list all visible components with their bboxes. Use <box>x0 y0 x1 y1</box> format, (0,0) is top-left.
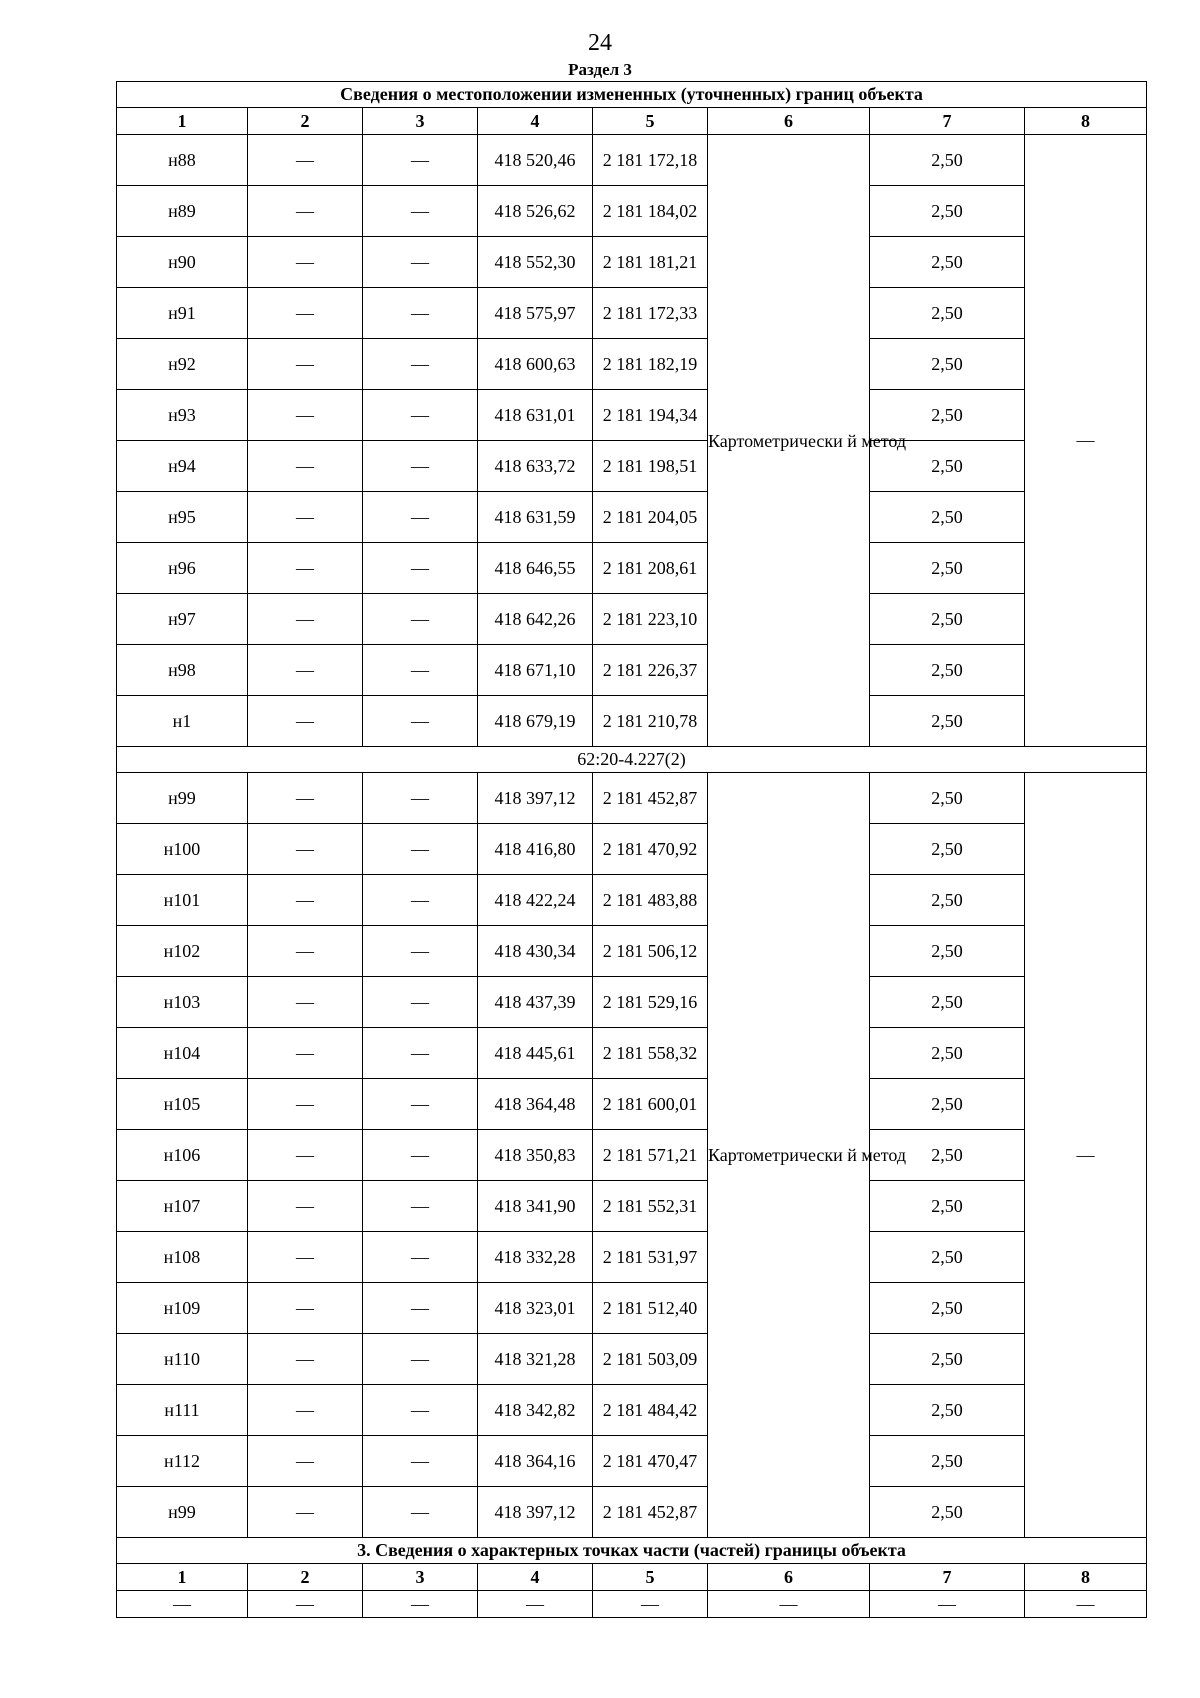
method-cell: Картометрически й метод <box>708 773 870 1538</box>
y-coordinate: 2 181 600,01 <box>593 1079 708 1130</box>
dash-cell: — <box>248 1436 363 1487</box>
y-coordinate: 2 181 223,10 <box>593 594 708 645</box>
dash-cell: — <box>248 441 363 492</box>
dash-cell: — <box>1025 773 1147 1538</box>
dash-cell: — <box>363 135 478 186</box>
point-name: н101 <box>117 875 248 926</box>
column-number: 7 <box>870 108 1025 135</box>
dash-cell: — <box>248 1079 363 1130</box>
dash-cell: — <box>363 390 478 441</box>
table-row <box>117 977 1147 1028</box>
column-number: 6 <box>708 108 870 135</box>
accuracy-value: 2,50 <box>870 1079 1025 1130</box>
y-coordinate: 2 181 172,33 <box>593 288 708 339</box>
dash-cell: — <box>363 339 478 390</box>
y-coordinate: 2 181 512,40 <box>593 1283 708 1334</box>
column-number: 4 <box>478 108 593 135</box>
page-number: 24 <box>588 30 612 56</box>
dash-cell: — <box>363 237 478 288</box>
dash-cell: — <box>248 1181 363 1232</box>
dash-cell: — <box>248 645 363 696</box>
x-coordinate: 418 364,48 <box>478 1079 593 1130</box>
point-name: н1 <box>117 696 248 747</box>
subparcel-row <box>117 747 1147 773</box>
x-coordinate: 418 437,39 <box>478 977 593 1028</box>
table-row <box>117 1028 1147 1079</box>
accuracy-value: 2,50 <box>870 977 1025 1028</box>
table-row <box>117 824 1147 875</box>
dash-cell: — <box>363 1079 478 1130</box>
table-row <box>117 645 1147 696</box>
accuracy-value: 2,50 <box>870 1130 1025 1181</box>
accuracy-value: 2,50 <box>870 824 1025 875</box>
accuracy-value: 2,50 <box>870 1028 1025 1079</box>
table-row <box>117 1181 1147 1232</box>
table-row <box>117 773 1147 824</box>
table-title-row <box>117 82 1147 108</box>
table-row <box>117 288 1147 339</box>
table-row <box>117 1232 1147 1283</box>
accuracy-value: 2,50 <box>870 135 1025 186</box>
table-row <box>117 875 1147 926</box>
accuracy-value: 2,50 <box>870 594 1025 645</box>
accuracy-value: 2,50 <box>870 926 1025 977</box>
column-number: 1 <box>117 108 248 135</box>
dash-cell: — <box>248 1385 363 1436</box>
dash-cell: — <box>708 1591 870 1618</box>
table-row <box>117 1283 1147 1334</box>
y-coordinate: 2 181 531,97 <box>593 1232 708 1283</box>
x-coordinate: 418 323,01 <box>478 1283 593 1334</box>
table-row <box>117 492 1147 543</box>
point-name: н97 <box>117 594 248 645</box>
x-coordinate: 418 633,72 <box>478 441 593 492</box>
y-coordinate: 2 181 452,87 <box>593 1487 708 1538</box>
point-name: н91 <box>117 288 248 339</box>
dash-cell: — <box>363 543 478 594</box>
dash-cell: — <box>248 543 363 594</box>
dash-cell: — <box>870 1591 1025 1618</box>
y-coordinate: 2 181 483,88 <box>593 875 708 926</box>
y-coordinate: 2 181 484,42 <box>593 1385 708 1436</box>
boundary-table <box>116 81 1147 1618</box>
table-row <box>117 186 1147 237</box>
point-name: н89 <box>117 186 248 237</box>
y-coordinate: 2 181 182,19 <box>593 339 708 390</box>
y-coordinate: 2 181 552,31 <box>593 1181 708 1232</box>
accuracy-value: 2,50 <box>870 186 1025 237</box>
dash-cell: — <box>363 1028 478 1079</box>
y-coordinate: 2 181 470,92 <box>593 824 708 875</box>
dash-cell: — <box>363 441 478 492</box>
column-number: 5 <box>593 1564 708 1591</box>
section-label: Раздел 3 <box>568 60 632 79</box>
dash-cell: — <box>248 1487 363 1538</box>
x-coordinate: 418 321,28 <box>478 1334 593 1385</box>
dash-cell: — <box>363 1130 478 1181</box>
dash-cell: — <box>363 926 478 977</box>
accuracy-value: 2,50 <box>870 288 1025 339</box>
dash-cell: — <box>248 492 363 543</box>
column-number: 8 <box>1025 108 1147 135</box>
y-coordinate: 2 181 452,87 <box>593 773 708 824</box>
x-coordinate: 418 526,62 <box>478 186 593 237</box>
table-row <box>117 696 1147 747</box>
table-row <box>117 1385 1147 1436</box>
dash-cell: — <box>248 237 363 288</box>
y-coordinate: 2 181 226,37 <box>593 645 708 696</box>
x-coordinate: 418 600,63 <box>478 339 593 390</box>
dash-cell: — <box>363 1334 478 1385</box>
accuracy-value: 2,50 <box>870 543 1025 594</box>
y-coordinate: 2 181 470,47 <box>593 1436 708 1487</box>
y-coordinate: 2 181 529,16 <box>593 977 708 1028</box>
x-coordinate: 418 342,82 <box>478 1385 593 1436</box>
column-number: 3 <box>363 1564 478 1591</box>
accuracy-value: 2,50 <box>870 1232 1025 1283</box>
table-row <box>117 1079 1147 1130</box>
y-coordinate: 2 181 184,02 <box>593 186 708 237</box>
accuracy-value: 2,50 <box>870 1334 1025 1385</box>
accuracy-value: 2,50 <box>870 1283 1025 1334</box>
dash-cell: — <box>248 594 363 645</box>
dash-cell: — <box>363 875 478 926</box>
x-coordinate: 418 350,83 <box>478 1130 593 1181</box>
table-row <box>117 339 1147 390</box>
subparcel-label: 62:20-4.227(2) <box>117 747 1147 773</box>
dash-cell: — <box>248 1334 363 1385</box>
dash-cell: — <box>363 1283 478 1334</box>
point-name: н112 <box>117 1436 248 1487</box>
dash-cell: — <box>248 339 363 390</box>
dash-cell: — <box>248 1232 363 1283</box>
table-title: Сведения о местоположении измененных (уточненных) границ объекта <box>117 82 1147 108</box>
x-coordinate: 418 332,28 <box>478 1232 593 1283</box>
y-coordinate: 2 181 558,32 <box>593 1028 708 1079</box>
x-coordinate: 418 397,12 <box>478 1487 593 1538</box>
part-title-row <box>117 1538 1147 1564</box>
table-row <box>117 926 1147 977</box>
x-coordinate: 418 671,10 <box>478 645 593 696</box>
point-name: н100 <box>117 824 248 875</box>
point-name: н99 <box>117 773 248 824</box>
table-row <box>117 135 1147 186</box>
point-name: н94 <box>117 441 248 492</box>
point-name: н110 <box>117 1334 248 1385</box>
x-coordinate: 418 397,12 <box>478 773 593 824</box>
x-coordinate: 418 416,80 <box>478 824 593 875</box>
table-row <box>117 390 1147 441</box>
part-empty-row <box>117 1591 1147 1618</box>
dash-cell: — <box>363 186 478 237</box>
accuracy-value: 2,50 <box>870 875 1025 926</box>
point-name: н99 <box>117 1487 248 1538</box>
table-row <box>117 543 1147 594</box>
x-coordinate: 418 642,26 <box>478 594 593 645</box>
x-coordinate: 418 575,97 <box>478 288 593 339</box>
dash-cell: — <box>363 1591 478 1618</box>
accuracy-value: 2,50 <box>870 441 1025 492</box>
dash-cell: — <box>363 1436 478 1487</box>
point-name: н109 <box>117 1283 248 1334</box>
accuracy-value: 2,50 <box>870 1436 1025 1487</box>
dash-cell: — <box>478 1591 593 1618</box>
accuracy-value: 2,50 <box>870 645 1025 696</box>
y-coordinate: 2 181 506,12 <box>593 926 708 977</box>
dash-cell: — <box>363 492 478 543</box>
dash-cell: — <box>363 1487 478 1538</box>
y-coordinate: 2 181 571,21 <box>593 1130 708 1181</box>
x-coordinate: 418 341,90 <box>478 1181 593 1232</box>
dash-cell: — <box>363 773 478 824</box>
y-coordinate: 2 181 181,21 <box>593 237 708 288</box>
accuracy-value: 2,50 <box>870 1487 1025 1538</box>
part-title: 3. Сведения о характерных точках части (частей) границы объекта <box>117 1538 1147 1564</box>
x-coordinate: 418 430,34 <box>478 926 593 977</box>
accuracy-value: 2,50 <box>870 237 1025 288</box>
column-number: 5 <box>593 108 708 135</box>
point-name: н108 <box>117 1232 248 1283</box>
dash-cell: — <box>248 390 363 441</box>
column-number: 4 <box>478 1564 593 1591</box>
point-name: н104 <box>117 1028 248 1079</box>
point-name: н111 <box>117 1385 248 1436</box>
dash-cell: — <box>363 696 478 747</box>
accuracy-value: 2,50 <box>870 1181 1025 1232</box>
column-number: 2 <box>248 1564 363 1591</box>
point-name: н107 <box>117 1181 248 1232</box>
dash-cell: — <box>117 1591 248 1618</box>
column-number: 8 <box>1025 1564 1147 1591</box>
dash-cell: — <box>1025 135 1147 747</box>
dash-cell: — <box>593 1591 708 1618</box>
dash-cell: — <box>248 977 363 1028</box>
accuracy-value: 2,50 <box>870 492 1025 543</box>
x-coordinate: 418 520,46 <box>478 135 593 186</box>
dash-cell: — <box>248 773 363 824</box>
point-name: н98 <box>117 645 248 696</box>
x-coordinate: 418 422,24 <box>478 875 593 926</box>
accuracy-value: 2,50 <box>870 773 1025 824</box>
point-name: н105 <box>117 1079 248 1130</box>
dash-cell: — <box>248 288 363 339</box>
x-coordinate: 418 445,61 <box>478 1028 593 1079</box>
y-coordinate: 2 181 208,61 <box>593 543 708 594</box>
accuracy-value: 2,50 <box>870 339 1025 390</box>
point-name: н88 <box>117 135 248 186</box>
point-name: н102 <box>117 926 248 977</box>
dash-cell: — <box>248 1283 363 1334</box>
column-number: 7 <box>870 1564 1025 1591</box>
point-name: н90 <box>117 237 248 288</box>
y-coordinate: 2 181 204,05 <box>593 492 708 543</box>
x-coordinate: 418 631,01 <box>478 390 593 441</box>
x-coordinate: 418 364,16 <box>478 1436 593 1487</box>
dash-cell: — <box>248 186 363 237</box>
y-coordinate: 2 181 210,78 <box>593 696 708 747</box>
table-row <box>117 441 1147 492</box>
accuracy-value: 2,50 <box>870 1385 1025 1436</box>
dash-cell: — <box>363 594 478 645</box>
table-row <box>117 1334 1147 1385</box>
dash-cell: — <box>248 1591 363 1618</box>
column-number-row <box>117 108 1147 135</box>
point-name: н95 <box>117 492 248 543</box>
point-name: н92 <box>117 339 248 390</box>
table-row <box>117 1130 1147 1181</box>
point-name: н96 <box>117 543 248 594</box>
dash-cell: — <box>363 288 478 339</box>
point-name: н93 <box>117 390 248 441</box>
column-number: 2 <box>248 108 363 135</box>
dash-cell: — <box>1025 1591 1147 1618</box>
dash-cell: — <box>363 645 478 696</box>
table-row <box>117 594 1147 645</box>
dash-cell: — <box>248 696 363 747</box>
table-row <box>117 237 1147 288</box>
point-name: н103 <box>117 977 248 1028</box>
y-coordinate: 2 181 198,51 <box>593 441 708 492</box>
dash-cell: — <box>248 135 363 186</box>
column-number: 3 <box>363 108 478 135</box>
column-number: 6 <box>708 1564 870 1591</box>
y-coordinate: 2 181 194,34 <box>593 390 708 441</box>
table-row <box>117 1436 1147 1487</box>
dash-cell: — <box>363 977 478 1028</box>
dash-cell: — <box>363 1181 478 1232</box>
x-coordinate: 418 552,30 <box>478 237 593 288</box>
dash-cell: — <box>248 926 363 977</box>
dash-cell: — <box>363 824 478 875</box>
accuracy-value: 2,50 <box>870 390 1025 441</box>
dash-cell: — <box>248 824 363 875</box>
dash-cell: — <box>363 1385 478 1436</box>
dash-cell: — <box>248 1130 363 1181</box>
x-coordinate: 418 646,55 <box>478 543 593 594</box>
point-name: н106 <box>117 1130 248 1181</box>
accuracy-value: 2,50 <box>870 696 1025 747</box>
table-row <box>117 1487 1147 1538</box>
dash-cell: — <box>248 875 363 926</box>
y-coordinate: 2 181 172,18 <box>593 135 708 186</box>
method-cell: Картометрически й метод <box>708 135 870 747</box>
x-coordinate: 418 679,19 <box>478 696 593 747</box>
part-column-number-row <box>117 1564 1147 1591</box>
x-coordinate: 418 631,59 <box>478 492 593 543</box>
dash-cell: — <box>363 1232 478 1283</box>
column-number: 1 <box>117 1564 248 1591</box>
y-coordinate: 2 181 503,09 <box>593 1334 708 1385</box>
dash-cell: — <box>248 1028 363 1079</box>
